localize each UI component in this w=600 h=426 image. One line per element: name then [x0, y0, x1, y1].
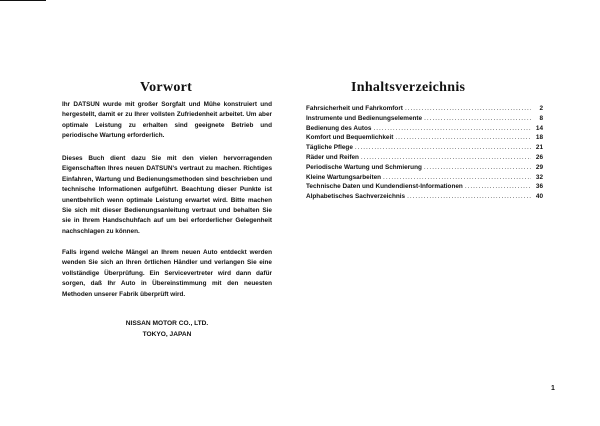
toc-entry[interactable] — [306, 105, 543, 115]
foreword-paragraph-1: Ihr DATSUN wurde mit großer Sorgfalt und Mühe konstruiert und hergestellt, damit er zu Ihrer vollsten Zufriedenheit arbeitet. Um aber optimale Leistung zu erhalten sind geeignete Betrieb und periodische Wartung erforderlich. — [62, 101, 272, 140]
toc-entry-label: Periodische Wartung und Schmierung — [306, 163, 422, 171]
toc-leader-dots — [407, 193, 531, 200]
signature-company: NISSAN MOTOR CO., LTD. — [125, 320, 209, 327]
toc-entry-page: 40 — [535, 193, 543, 201]
toc-entry-page: 14 — [535, 124, 543, 132]
toc-entry-label: Technische Daten und Kundendienst-Informationen — [306, 183, 463, 191]
toc-entry-page: 29 — [535, 163, 543, 171]
toc-leader-dots — [373, 125, 531, 132]
toc-entry-label: Fahrsicherheit und Fahrkomfort — [306, 105, 403, 112]
toc-entry-page: 18 — [535, 134, 543, 142]
toc-entry[interactable] — [306, 125, 543, 135]
toc-entry-page: 36 — [535, 183, 543, 191]
toc-entry-page: 2 — [539, 105, 543, 112]
toc-entry-page: 32 — [535, 173, 543, 181]
toc-leader-dots — [424, 164, 531, 171]
toc-entry-label: Kleine Wartungsarbeiten — [306, 173, 382, 181]
toc-entry[interactable] — [306, 144, 543, 154]
toc-entry-label: Alphabetisches Sachverzeichnis — [306, 193, 406, 201]
toc-entry[interactable] — [306, 154, 543, 164]
toc-leader-dots — [355, 144, 531, 151]
toc-entry-label: Instrumente und Bedienungselemente — [306, 114, 423, 122]
foreword-title: Vorwort — [140, 80, 193, 96]
toc-entry-page: 21 — [535, 144, 543, 152]
toc-entry[interactable] — [306, 115, 543, 125]
toc-entry[interactable] — [306, 174, 543, 184]
signature-block — [62, 318, 272, 340]
page-number: 1 — [551, 385, 555, 392]
toc-entry-page: 26 — [535, 153, 543, 161]
toc-entry-label: Räder und Reifen — [306, 153, 359, 161]
foreword-paragraph-3: Falls irgend welche Mängel an Ihrem neuen Auto entdeckt werden wenden Sie sich an Ihren örtlichen Händler und verlangen Sie eine vollständige Überprüfung. Ein Servicevertreter wird dann dafür sorgen, daß Ihr Auto in Übereinstimmung mit den neuesten Methoden unserer Fabrik überprüft wird. — [62, 249, 272, 298]
toc-entry[interactable] — [306, 134, 543, 144]
contents-title: Inhaltsverzeichnis — [351, 80, 466, 96]
toc-leader-dots — [361, 154, 531, 161]
toc-leader-dots — [465, 183, 531, 190]
toc-leader-dots — [405, 105, 531, 112]
toc-entry[interactable] — [306, 164, 543, 174]
toc-entry[interactable] — [306, 193, 543, 203]
toc-entry[interactable] — [306, 183, 543, 193]
foreword-paragraph-2: Dieses Buch dient dazu Sie mit den vielen hervorragenden Eigenschaften Ihres neuen DATSUN's vertraut zu machen. Richtiges Einfahren, Wartung und Bedienungsmethoden sind beschrieben und technische Informationen aufgeführt. Beachtung dieser Punkte ist unentbehrlich wenn optimale Leistung erwartet wird. Bitte machen Sie sich mit dieser Bedienungsanleitung vertraut und behalten Sie sie in Ihrem Handschuhfach auf um bei erforderlicher Gelegenheit nachschlagen zu können. — [62, 155, 272, 235]
toc-entry-label: Bedienung des Autos — [306, 124, 372, 132]
toc-entry-label: Tägliche Pflege — [306, 144, 353, 152]
table-of-contents — [306, 105, 543, 203]
toc-leader-dots — [383, 174, 531, 181]
toc-leader-dots — [395, 134, 531, 141]
toc-entry-label: Komfort und Bequemlichkeit — [306, 134, 394, 142]
corner-rule — [0, 0, 46, 1]
toc-entry-page: 8 — [539, 114, 543, 122]
toc-leader-dots — [424, 115, 531, 122]
signature-location: TOKYO, JAPAN — [142, 331, 192, 338]
